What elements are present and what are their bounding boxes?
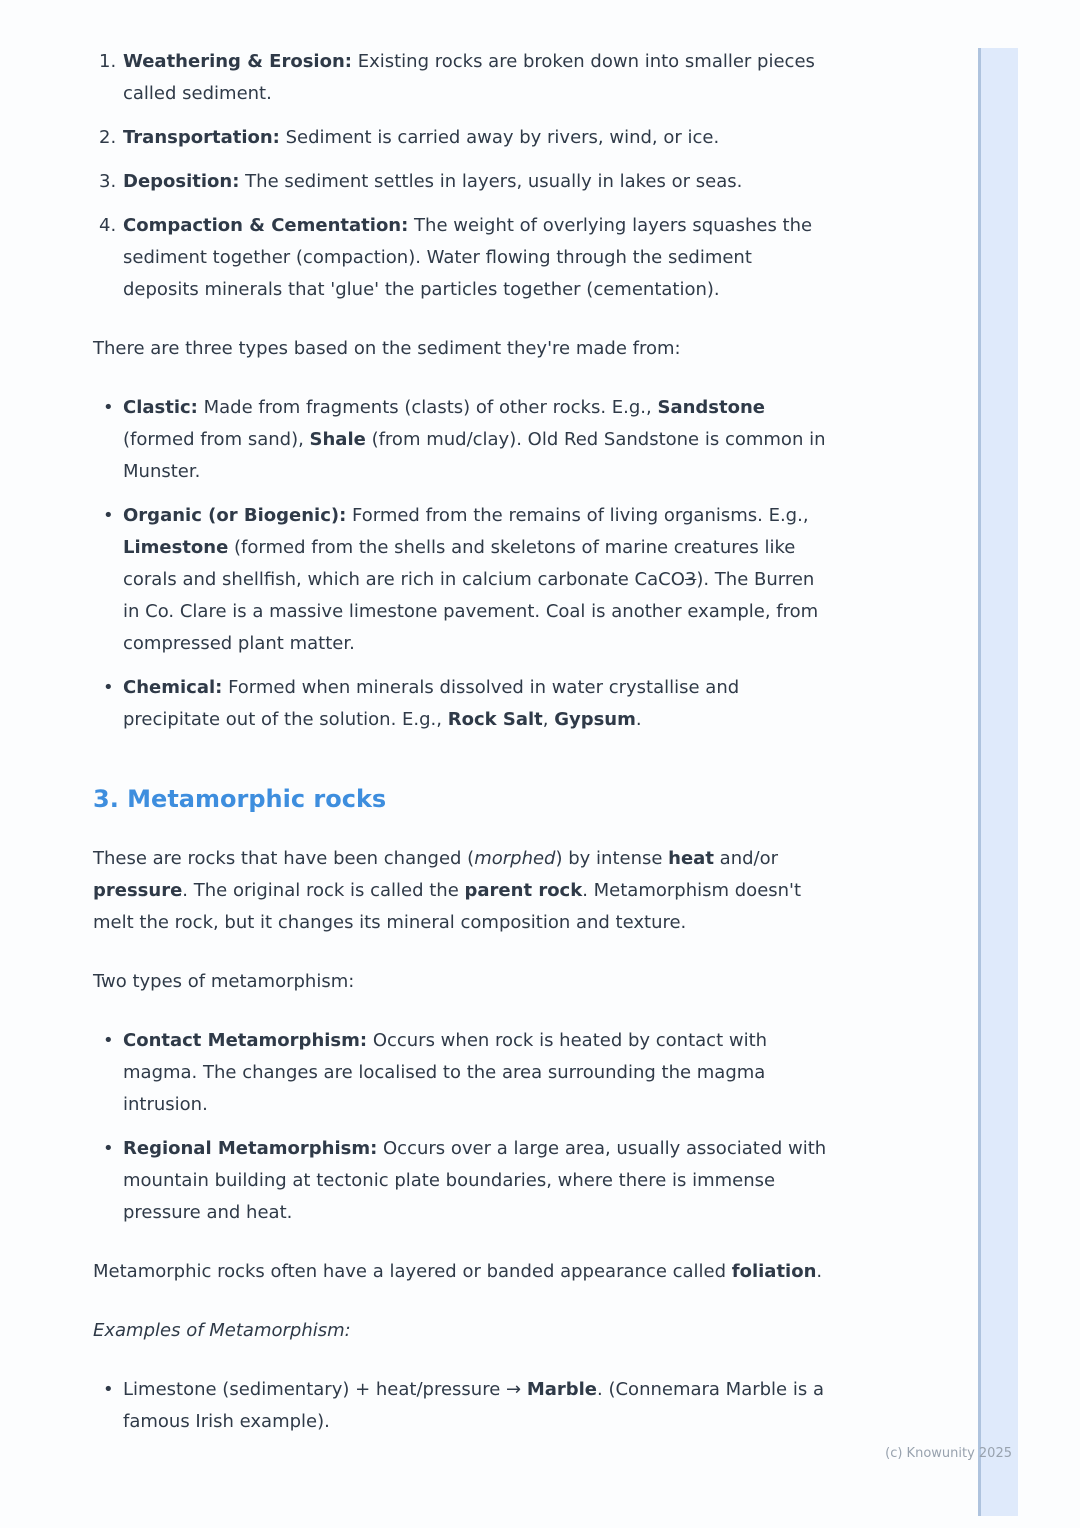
bullet-icon: • xyxy=(103,397,114,418)
paragraph-two-types-intro: Two types of metamorphism: xyxy=(93,971,355,992)
list-item-text: Contact Metamorphism: Occurs when rock is heated by contact with magma. The changes are localised to the area surrounding the magma intrusion. xyxy=(123,1030,768,1115)
list-item xyxy=(93,122,833,154)
sediment-type-list xyxy=(93,392,833,736)
list-item xyxy=(93,672,833,736)
list-item xyxy=(93,1133,833,1229)
list-item-text: Chemical: Formed when minerals dissolved in water crystallise and precipitate out of the solution. E.g., Rock Salt, Gypsum. xyxy=(123,677,740,730)
list-item-text: Clastic: Made from fragments (clasts) of other rocks. E.g., Sandstone (formed from sand), Shale (from mud/clay). Old Red Sandstone is common in Munster. xyxy=(123,397,826,482)
list-item xyxy=(93,46,833,110)
bullet-icon: • xyxy=(103,1138,114,1159)
list-number: 1. xyxy=(99,51,117,72)
scrollbar-track[interactable] xyxy=(978,48,1018,1516)
bullet-icon: • xyxy=(103,505,114,526)
paragraph-sediment-types-intro: There are three types based on the sediment they're made from: xyxy=(93,338,681,359)
list-item-text: Deposition: The sediment settles in layers, usually in lakes or seas. xyxy=(123,171,743,192)
metamorphism-type-list xyxy=(93,1025,833,1229)
list-item xyxy=(93,1374,833,1438)
sedimentary-formation-steps xyxy=(93,46,833,306)
list-number: 3. xyxy=(99,171,117,192)
copyright-footer: (c) Knowunity 2025 xyxy=(885,1446,1012,1461)
paragraph-foliation: Metamorphic rocks often have a layered or banded appearance called foliation. xyxy=(93,1261,823,1282)
list-item xyxy=(93,166,833,198)
list-item xyxy=(93,1025,833,1121)
metamorphism-examples-list xyxy=(93,1374,833,1438)
bullet-icon: • xyxy=(103,677,114,698)
list-item-text: Transportation: Sediment is carried away by rivers, wind, or ice. xyxy=(123,127,720,148)
section-heading-metamorphic-rocks: 3. Metamorphic rocks xyxy=(93,785,387,813)
list-item-text: Organic (or Biogenic): Formed from the remains of living organisms. E.g., Limestone (formed from the shells and skeletons of marine creatures like corals and shellfish, which are rich in calcium carbonate CaCO3). The Burren in Co. Clare is a massive limestone pavement. Coal is another example, from compressed plant matter. xyxy=(123,505,819,654)
document-content xyxy=(93,46,833,1465)
list-item-text: Weathering & Erosion: Existing rocks are broken down into smaller pieces called sediment. xyxy=(123,51,815,104)
list-item-text: Compaction & Cementation: The weight of overlying layers squashes the sediment together (compaction). Water flowing through the sediment deposits minerals that 'glue' the particles together (cementation). xyxy=(123,215,813,300)
paragraph-examples-heading: Examples of Metamorphism: xyxy=(93,1320,351,1341)
list-item xyxy=(93,392,833,488)
list-item-text: Limestone (sedimentary) + heat/pressure → Marble. (Connemara Marble is a famous Irish example). xyxy=(123,1379,824,1432)
list-number: 2. xyxy=(99,127,117,148)
list-item xyxy=(93,500,833,660)
paragraph-metamorphic-intro: These are rocks that have been changed (morphed) by intense heat and/or pressure. The original rock is called the parent rock. Metamorphism doesn't melt the rock, but it changes its mineral composition and texture. xyxy=(93,848,802,933)
list-item xyxy=(93,210,833,306)
bullet-icon: • xyxy=(103,1030,114,1051)
list-item-text: Regional Metamorphism: Occurs over a large area, usually associated with mountain building at tectonic plate boundaries, where there is immense pressure and heat. xyxy=(123,1138,827,1223)
list-number: 4. xyxy=(99,215,117,236)
bullet-icon: • xyxy=(103,1379,114,1400)
